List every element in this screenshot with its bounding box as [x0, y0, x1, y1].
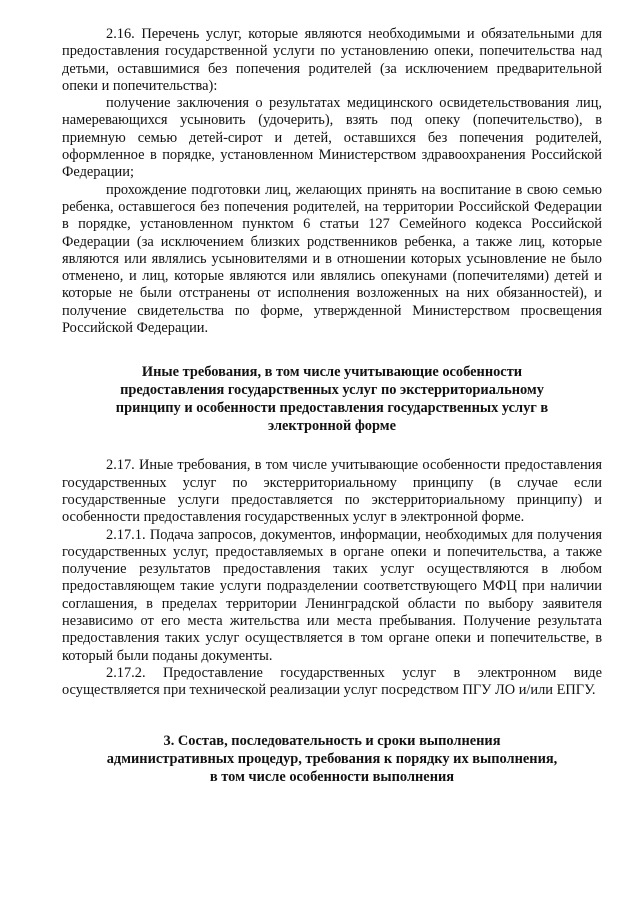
paragraph-medical-conclusion: получение заключения о результатах медицинского освидетельствования лиц, намеревающихся усыновить (удочерить), взять под опеку (попечительство), в приемную семью детей-сирот и детей, оставшихся без попечения родителей, оформленное в порядке, установленном Министерством здравоохранения Российской Федерации;	[62, 95, 602, 181]
paragraph-2-17: 2.17. Иные требования, в том числе учитывающие особенности предоставления государственных услуг по экстерриториальному принципу (в случае если государственные услуги предоставляется по экстерриториальному принципу) и особенности предоставления государственных услуг в электронной форме.	[62, 457, 602, 526]
paragraph-training: прохождение подготовки лиц, желающих принять на воспитание в свою семью ребенка, оставшегося без попечения родителей, на территории Российской Федерации в порядке, установленном пунктом 6 статьи 127 Семейного кодекса Российской Федерации (за исключением близких родственников ребенка, а также лиц, которые являются или являлись усыновителями и в отношении которых усыновление не было отменено, и лиц, которые являются или являлись опекунами (попечителями) детей и которые не были отстранены от исполнения возложенных на них обязанностей), и получение свидетельства по форме, утвержденной Министерством просвещения Российской Федерации.	[62, 181, 602, 337]
section-heading-3: 3. Состав, последовательность и сроки выполнения административных процедур, требования к порядку их выполнения, в том числе особенности выполнения	[106, 732, 558, 785]
paragraph-2-17-1: 2.17.1. Подача запросов, документов, информации, необходимых для получения государственных услуг, предоставляемых в органе опеки и попечительства, а также получение результатов предоставления таких услуг осуществляются в любом предоставляющем такие услуги подразделении соответствующего МФЦ при наличии соглашения, в пределах территории Ленинградской области по выбору заявителя независимо от его места жительства или места пребывания. Получение результата предоставления таких услуг осуществляется в том органе опеки и попечительстве, в который были поданы документы.	[62, 526, 602, 664]
paragraph-2-16: 2.16. Перечень услуг, которые являются необходимыми и обязательными для предоставления государственной услуги по установлению опеки, попечительства над детьми, оставшимися без попечения родителей (за исключением предварительной опеки и попечительства):	[62, 26, 602, 94]
paragraph-2-17-2: 2.17.2. Предоставление государственных услуг в электронном виде осуществляется при технической реализации услуг посредством ПГУ ЛО и/или ЕПГУ.	[62, 664, 602, 699]
section-heading-other-requirements: Иные требования, в том числе учитывающие особенности предоставления государственных услуг по экстерриториальному принципу и особенности предоставления государственных услуг в электронной форме	[115, 364, 549, 435]
